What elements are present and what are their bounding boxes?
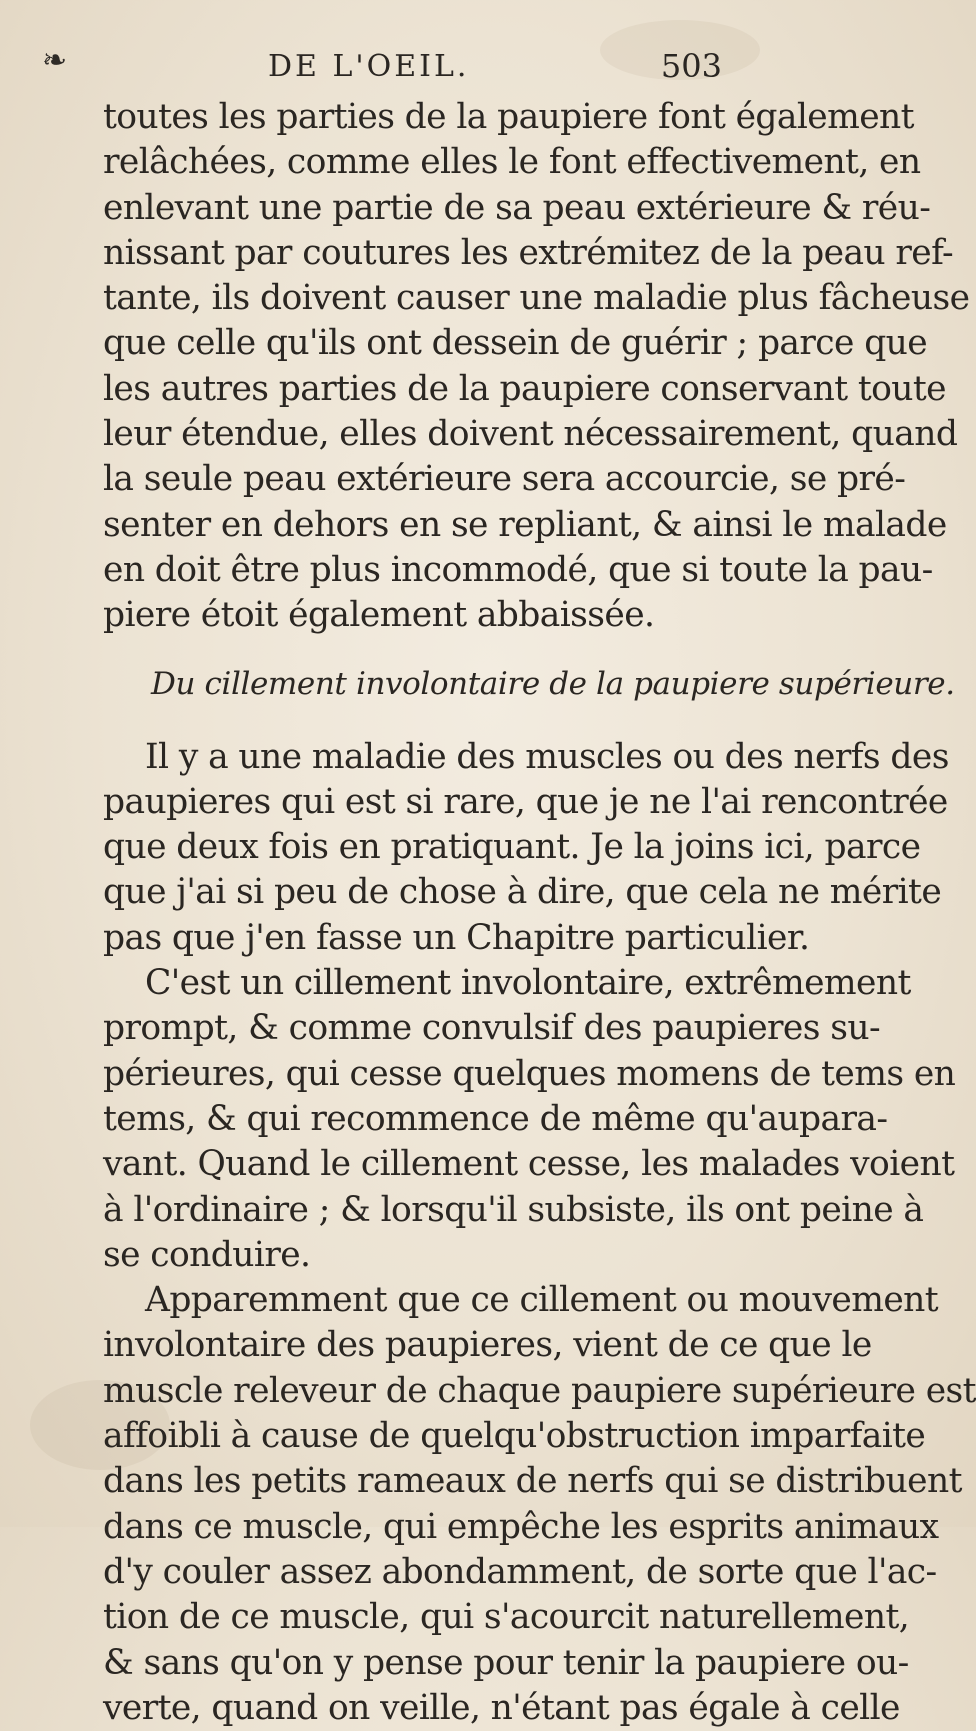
text-line: que j'ai si peu de chose à dire, que cela ne mérite	[103, 872, 942, 913]
text-line: enlevant une partie de sa peau extérieure & réu-	[103, 187, 931, 228]
section-heading: Du cillement involontaire de la paupiere supérieure.	[151, 665, 955, 702]
text-line: affoibli à cause de quelqu'obstruction imparfaite	[103, 1416, 926, 1457]
text-line: vant. Quand le cillement cesse, les malades voient	[103, 1144, 955, 1185]
running-head: DE L'OEIL.	[268, 49, 470, 84]
text-line: & sans qu'on y pense pour tenir la paupiere ou-	[103, 1642, 909, 1683]
text-line: paupieres qui est si rare, que je ne l'ai rencontrée	[103, 781, 948, 822]
text-line: Il y a une maladie des muscles ou des nerfs des	[145, 736, 949, 777]
text-line: toutes les parties de la paupiere font également	[103, 97, 914, 137]
text-line: périeures, qui cesse quelques momens de tems en	[103, 1053, 956, 1094]
ornament-icon: ❧	[42, 43, 68, 78]
text-line: relâchées, comme elles le font effectivement, en	[103, 142, 921, 183]
text-line: pas que j'en fasse un Chapitre particulier.	[103, 917, 810, 958]
text-line: involontaire des paupieres, vient de ce que le	[103, 1325, 872, 1366]
text-line: Apparemment que ce cillement ou mouvement	[145, 1280, 939, 1321]
text-line: prompt, & comme convulsif des paupieres su-	[103, 1008, 880, 1049]
page-header	[0, 40, 800, 90]
text-line: leur étendue, elles doivent nécessairement, quand	[103, 414, 958, 455]
text-line: C'est un cillement involontaire, extrêmement	[145, 963, 911, 1004]
body-text	[103, 95, 976, 1731]
text-line: tems, & qui recommence de même qu'aupara-	[103, 1098, 888, 1139]
text-line: nissant par coutures les extrémitez de la peau ref-	[103, 232, 954, 273]
text-line: d'y couler assez abondamment, de sorte que l'ac-	[103, 1551, 937, 1592]
text-line: muscle releveur de chaque paupiere supérieure est	[103, 1370, 976, 1411]
text-line: verte, quand on veille, n'étant pas égale à celle	[103, 1687, 900, 1728]
page-number: 503	[660, 47, 722, 85]
text-line: à l'ordinaire ; & lorsqu'il subsiste, ils ont peine à	[103, 1189, 924, 1230]
text-line: tion de ce muscle, qui s'acourcit naturellement,	[103, 1597, 910, 1638]
continued-paragraph	[103, 95, 970, 639]
paragraph	[103, 1278, 976, 1731]
text-line: les autres parties de la paupiere conservant toute	[103, 368, 946, 409]
text-line: dans ce muscle, qui empêche les esprits animaux	[103, 1506, 939, 1547]
text-line: que celle qu'ils ont dessein de guérir ; parce que	[103, 323, 928, 364]
text-line: tante, ils doivent causer une maladie plus fâcheuse	[103, 278, 970, 319]
text-line: en doit être plus incommodé, que si toute la pau-	[103, 549, 933, 590]
text-line: dans les petits rameaux de nerfs qui se distribuent	[103, 1461, 962, 1502]
text-line: que deux fois en pratiquant. Je la joins ici, parce	[103, 827, 921, 868]
text-line: se conduire.	[103, 1234, 311, 1275]
paragraph	[103, 961, 956, 1278]
paragraph	[103, 735, 949, 961]
text-line: senter en dehors en se repliant, & ainsi le malade	[103, 504, 947, 545]
text-line: piere étoit également abbaissée.	[103, 595, 655, 636]
text-line: la seule peau extérieure sera accourcie, se pré-	[103, 459, 906, 500]
